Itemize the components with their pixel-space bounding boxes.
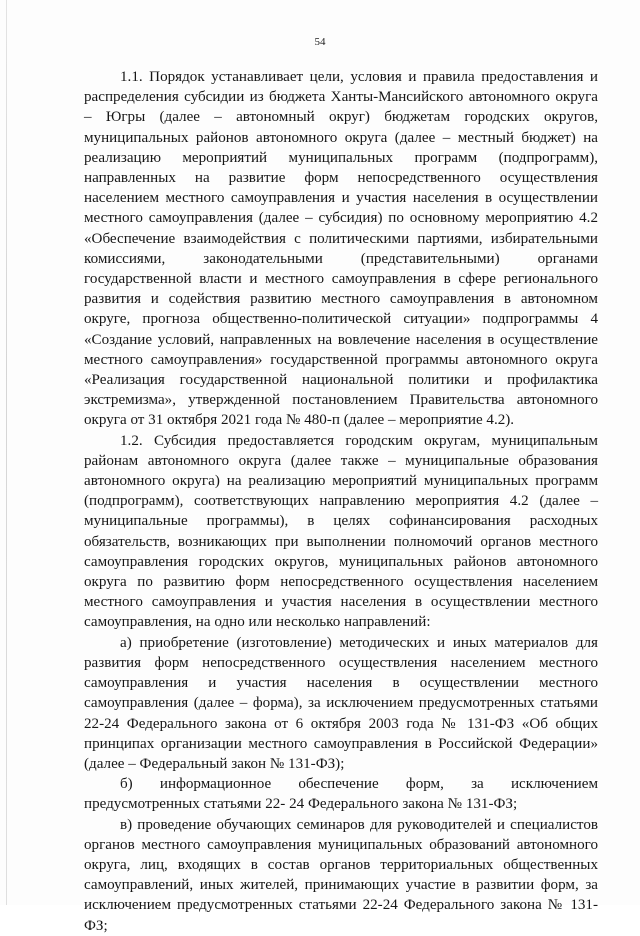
scan-edge-line <box>6 0 7 905</box>
list-item-a: а) приобретение (изготовление) методических и иных материалов для развития форм непосредственного осуществления населением местного самоуправления и участия населения в осуществлении местного самоуправления (далее – форма), за исключением предусмотренных статьями 22-24 Федерального закона от 6 октября 2003 года № 131-ФЗ «Об общих принципах организации местного самоуправления в Российской Федерации» (далее – Федеральный закон № 131-ФЗ); <box>84 634 598 772</box>
paragraph-1-2: 1.2. Субсидия предоставляется городским округам, муниципальным районам автономного округа (далее также – муниципальные образования автономного округа) на реализацию мероприятий муниципальных программ (подпрограмм), соответствующих направлению мероприятия 4.2 (далее – муниципальные программы), в целях софинансирования расходных обязательств, возникающих при выполнении полномочий органов местного самоуправления городских округов, муниципальных районов автономного округа по развитию форм непосредственного осуществления населением местного самоуправления и участия населения в осуществлении местного самоуправления, на одно или несколько направлений: <box>84 432 598 631</box>
list-item-b: б) информационное обеспечение форм, за исключением предусмотренных статьями 22- 24 Федерального закона № 131-ФЗ; <box>84 776 598 813</box>
paragraph-1-1: 1.1. Порядок устанавливает цели, условия и правила предоставления и распределения субсидии из бюджета Ханты-Мансийского автономного округа – Югры (далее – автономный округ) бюджетам городских округов, муниципальных районов автономного округа (далее – местный бюджет) на реализацию мероприятий муниципальных программ (подпрограмм), направленных на развитие форм непосредственного осуществления населением местного самоуправления и участия населения в осуществлении местного самоуправления (далее – субсидия) по основному мероприятию 4.2 «Обеспечение взаимодействия с политическими партиями, избирательными комиссиями, законодательными (представительными) органами государственной власти и местного самоуправления в сфере регионального развития и содействия развитию местного самоуправления в автономном округе, прогноза общественно-политической ситуации» подпрограммы 4 «Создание условий, направленных на вовлечение населения в осуществление местного самоуправления» государственной программы автономного округа «Реализация государственной национальной политики и профилактика экстремизма», утвержденной постановлением Правительства автономного округа от 31 октября 2021 года № 480-п (далее – мероприятие 4.2). <box>84 69 598 429</box>
list-item-v: в) проведение обучающих семинаров для руководителей и специалистов органов местного самоуправления муниципальных образований автономного округа, лиц, входящих в состав органов территориальных общественных самоуправлений, иных жителей, принимающих участие в развитии форм, за исключением предусмотренных статьями 22-24 Федерального закона № 131-ФЗ; <box>84 816 598 934</box>
document-body <box>84 67 598 936</box>
page-number: 54 <box>314 36 326 48</box>
